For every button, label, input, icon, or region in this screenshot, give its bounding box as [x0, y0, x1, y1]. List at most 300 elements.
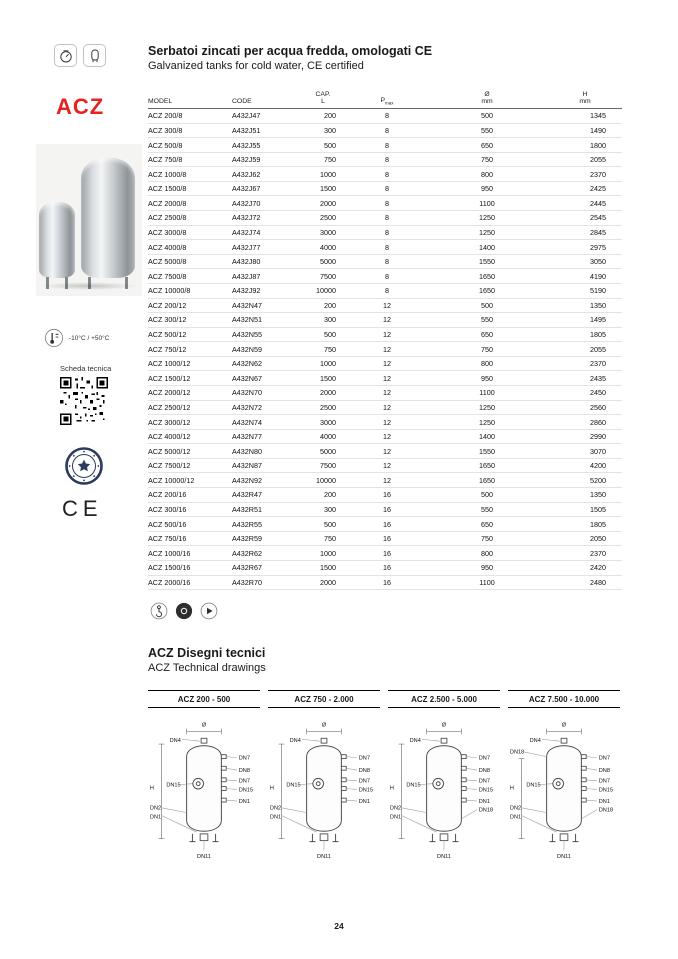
table-cell: ACZ 750/8 — [148, 152, 232, 167]
table-row — [148, 283, 622, 298]
qr-code — [60, 377, 108, 425]
table-cell: 2370 — [548, 546, 622, 561]
certification-stamp-icon — [64, 446, 104, 486]
table-cell: ACZ 500/12 — [148, 327, 232, 342]
table-cell: A432J72 — [232, 211, 298, 226]
column-header-diameter — [426, 90, 548, 109]
table-cell: 1000 — [298, 167, 348, 182]
tank-drawing — [508, 712, 620, 865]
table-cell: ACZ 3000/8 — [148, 225, 232, 240]
table-cell: 800 — [426, 167, 548, 182]
table-row — [148, 444, 622, 459]
table-row — [148, 415, 622, 430]
column-header-d-line2: mm — [481, 98, 493, 105]
column-header-cap-line1: CAP. — [315, 91, 331, 98]
table-row — [148, 385, 622, 400]
dimension-label: DN1 — [389, 814, 402, 821]
table-cell: 2370 — [548, 167, 622, 182]
pressure-gauge-icon — [54, 44, 77, 67]
table-row — [148, 313, 622, 328]
table-row — [148, 488, 622, 503]
table-cell: 1250 — [426, 415, 548, 430]
table-cell: ACZ 2500/12 — [148, 400, 232, 415]
dimension-label: DN7 — [598, 778, 610, 785]
dimension-label: DN15 — [406, 782, 421, 789]
table-row — [148, 546, 622, 561]
technical-drawing-panel — [508, 690, 620, 865]
table-row — [148, 371, 622, 386]
page-title: Serbatoi zincati per acqua fredda, omologati CE — [148, 44, 433, 58]
dimension-label: H — [509, 785, 514, 792]
table-row — [148, 473, 622, 488]
dimension-label: DN2 — [509, 805, 522, 812]
table-cell: 1000 — [298, 356, 348, 371]
column-header-p-sub: max — [385, 100, 394, 105]
dimension-label: DN8 — [238, 768, 250, 775]
drawings-section-subtitle: ACZ Technical drawings — [148, 662, 266, 675]
table-row — [148, 152, 622, 167]
table-cell: 2425 — [548, 181, 622, 196]
table-cell: 550 — [426, 502, 548, 517]
dimension-label: DN15 — [286, 782, 301, 789]
table-cell: A432R59 — [232, 531, 298, 546]
table-cell: 500 — [426, 298, 548, 313]
table-cell: 2055 — [548, 342, 622, 357]
table-cell: A432J70 — [232, 196, 298, 211]
table-cell: 200 — [298, 298, 348, 313]
table-cell: 8 — [348, 167, 426, 182]
thermometer-icon — [44, 328, 64, 348]
dimension-label: DN4 — [529, 738, 541, 745]
table-cell: 8 — [348, 254, 426, 269]
table-cell: A432N87 — [232, 458, 298, 473]
table-row — [148, 181, 622, 196]
table-cell: A432N62 — [232, 356, 298, 371]
table-cell: 1505 — [548, 502, 622, 517]
dimension-label: DN1 — [149, 814, 162, 821]
table-row — [148, 298, 622, 313]
dimension-label: H — [389, 785, 394, 792]
table-cell: A432N55 — [232, 327, 298, 342]
table-cell: 2545 — [548, 211, 622, 226]
sidebar — [36, 44, 142, 924]
table-row — [148, 211, 622, 226]
table-cell: 12 — [348, 400, 426, 415]
table-cell: 12 — [348, 356, 426, 371]
page-subtitle: Galvanized tanks for cold water, CE certified — [148, 60, 364, 72]
table-cell: ACZ 10000/8 — [148, 283, 232, 298]
table-cell: 2845 — [548, 225, 622, 240]
table-cell: A432N80 — [232, 444, 298, 459]
table-cell: A432N67 — [232, 371, 298, 386]
table-cell: 750 — [426, 152, 548, 167]
table-cell: 1805 — [548, 327, 622, 342]
temperature-range-label: -10°C / +50°C — [69, 334, 110, 342]
tank-drawing — [268, 712, 380, 865]
table-cell: 2000 — [298, 575, 348, 590]
table-row — [148, 342, 622, 357]
table-cell: 8 — [348, 109, 426, 124]
table-cell: 1495 — [548, 313, 622, 328]
table-cell: 2500 — [298, 400, 348, 415]
table-cell: 650 — [426, 517, 548, 532]
table-cell: 2500 — [298, 211, 348, 226]
dimension-label: DN7 — [358, 778, 370, 785]
dimension-label: DN15 — [358, 787, 374, 794]
table-cell: 800 — [426, 546, 548, 561]
column-header-d-line1: Ø — [484, 91, 490, 98]
table-cell: 1490 — [548, 123, 622, 138]
table-cell: 4190 — [548, 269, 622, 284]
table-cell: 500 — [426, 109, 548, 124]
table-cell: ACZ 1500/16 — [148, 560, 232, 575]
product-photo — [36, 144, 142, 296]
dimension-label: DN1 — [269, 814, 282, 821]
table-cell: 8 — [348, 152, 426, 167]
table-row — [148, 123, 622, 138]
table-cell: 16 — [348, 575, 426, 590]
table-cell: 16 — [348, 531, 426, 546]
table-cell: 200 — [298, 109, 348, 124]
table-cell: 2050 — [548, 531, 622, 546]
column-header-code: CODE — [232, 90, 298, 109]
table-cell: A432R67 — [232, 560, 298, 575]
table-cell: ACZ 2000/16 — [148, 575, 232, 590]
table-cell: A432N77 — [232, 429, 298, 444]
table-cell: 3000 — [298, 415, 348, 430]
product-series-title: ACZ — [56, 94, 105, 119]
table-cell: 1500 — [298, 181, 348, 196]
table-cell: 8 — [348, 211, 426, 226]
footer-icons-row — [150, 602, 622, 620]
drawing-title: ACZ 2.500 - 5.000 — [388, 690, 500, 708]
table-cell: 12 — [348, 313, 426, 328]
table-cell: ACZ 750/12 — [148, 342, 232, 357]
table-row — [148, 356, 622, 371]
table-cell: 10000 — [298, 473, 348, 488]
drawings-section-title: ACZ Disegni tecnici — [148, 646, 266, 661]
table-cell: ACZ 200/8 — [148, 109, 232, 124]
table-cell: 950 — [426, 181, 548, 196]
table-row — [148, 429, 622, 444]
table-cell: 3070 — [548, 444, 622, 459]
table-cell: 2975 — [548, 240, 622, 255]
table-cell: 12 — [348, 415, 426, 430]
table-cell: 1350 — [548, 298, 622, 313]
table-cell: 650 — [426, 138, 548, 153]
table-cell: ACZ 1000/12 — [148, 356, 232, 371]
table-cell: 2450 — [548, 385, 622, 400]
table-cell: 1250 — [426, 211, 548, 226]
dimension-label: DN15 — [238, 787, 254, 794]
column-header-model: MODEL — [148, 90, 232, 109]
dimension-label: DN7 — [358, 755, 370, 762]
dimension-label: DN18 — [598, 807, 614, 814]
table-cell: A432J55 — [232, 138, 298, 153]
table-cell: A432J77 — [232, 240, 298, 255]
table-cell: A432N47 — [232, 298, 298, 313]
table-cell: ACZ 10000/12 — [148, 473, 232, 488]
table-row — [148, 109, 622, 124]
table-cell: 16 — [348, 517, 426, 532]
table-cell: 1250 — [426, 400, 548, 415]
table-cell: 2860 — [548, 415, 622, 430]
table-cell: 1650 — [426, 269, 548, 284]
dimension-label: DN18 — [509, 749, 525, 756]
small-tank-image — [39, 202, 75, 278]
table-cell: ACZ 300/16 — [148, 502, 232, 517]
table-cell: 1100 — [426, 196, 548, 211]
table-cell: ACZ 7500/12 — [148, 458, 232, 473]
table-cell: 12 — [348, 327, 426, 342]
table-cell: ACZ 300/8 — [148, 123, 232, 138]
table-row — [148, 458, 622, 473]
table-cell: A432J51 — [232, 123, 298, 138]
table-cell: 500 — [426, 488, 548, 503]
table-cell: 1100 — [426, 385, 548, 400]
table-cell: A432J67 — [232, 181, 298, 196]
table-cell: 12 — [348, 473, 426, 488]
table-cell: 7500 — [298, 458, 348, 473]
dimension-label: DN11 — [197, 854, 211, 861]
table-cell: A432R55 — [232, 517, 298, 532]
table-cell: A432R47 — [232, 488, 298, 503]
table-cell: 1400 — [426, 240, 548, 255]
table-cell: 1500 — [298, 371, 348, 386]
table-cell: 3050 — [548, 254, 622, 269]
table-cell: A432N92 — [232, 473, 298, 488]
table-cell: 750 — [426, 531, 548, 546]
dimension-label: DN2 — [269, 805, 282, 812]
table-cell: ACZ 5000/8 — [148, 254, 232, 269]
table-cell: 950 — [426, 560, 548, 575]
table-cell: ACZ 4000/12 — [148, 429, 232, 444]
table-cell: ACZ 1500/8 — [148, 181, 232, 196]
table-cell: 1650 — [426, 283, 548, 298]
table-cell: 2990 — [548, 429, 622, 444]
table-cell: ACZ 2000/12 — [148, 385, 232, 400]
dimension-label: DN7 — [478, 755, 490, 762]
table-cell: ACZ 200/16 — [148, 488, 232, 503]
column-header-h-line1: H — [582, 91, 588, 98]
main-content — [148, 44, 622, 865]
table-cell: A432N59 — [232, 342, 298, 357]
table-cell: ACZ 2500/8 — [148, 211, 232, 226]
table-cell: 12 — [348, 342, 426, 357]
drawing-title: ACZ 200 - 500 — [148, 690, 260, 708]
table-cell: 750 — [426, 342, 548, 357]
table-cell: A432J62 — [232, 167, 298, 182]
column-header-p: P — [380, 96, 386, 104]
play-icon — [200, 602, 218, 620]
vertical-tank-icon — [83, 44, 106, 67]
table-cell: 500 — [298, 138, 348, 153]
technical-drawing-panel — [268, 690, 380, 865]
technical-drawing-panel — [148, 690, 260, 865]
table-cell: A432J47 — [232, 109, 298, 124]
table-cell: A432N72 — [232, 400, 298, 415]
table-cell: 5000 — [298, 254, 348, 269]
dimension-label: DN15 — [478, 787, 494, 794]
table-row — [148, 517, 622, 532]
table-cell: 750 — [298, 342, 348, 357]
dimension-label: H — [269, 785, 274, 792]
dimension-label: DN1 — [509, 814, 522, 821]
dimension-label: DN7 — [238, 755, 250, 762]
table-cell: 8 — [348, 240, 426, 255]
table-cell: ACZ 300/12 — [148, 313, 232, 328]
table-cell: A432R62 — [232, 546, 298, 561]
table-cell: A432N74 — [232, 415, 298, 430]
table-cell: 550 — [426, 123, 548, 138]
table-cell: 12 — [348, 385, 426, 400]
table-row — [148, 531, 622, 546]
table-cell: ACZ 500/16 — [148, 517, 232, 532]
column-header-capacity — [298, 90, 348, 109]
dimension-label: DN1 — [238, 799, 250, 806]
technical-drawings — [148, 690, 622, 865]
table-cell: 1650 — [426, 458, 548, 473]
dimension-label: DN7 — [478, 778, 490, 785]
dimension-label: DN7 — [238, 778, 250, 785]
table-cell: 7500 — [298, 269, 348, 284]
table-cell: 4000 — [298, 240, 348, 255]
table-cell: 5200 — [548, 473, 622, 488]
dimension-label: DN11 — [437, 854, 451, 861]
table-cell: ACZ 1000/16 — [148, 546, 232, 561]
table-row — [148, 575, 622, 590]
dimension-label: DN1 — [598, 799, 610, 806]
table-cell: 12 — [348, 298, 426, 313]
table-cell: A432J87 — [232, 269, 298, 284]
table-cell: 1550 — [426, 254, 548, 269]
table-cell: 800 — [426, 356, 548, 371]
table-cell: 4000 — [298, 429, 348, 444]
table-cell: 750 — [298, 531, 348, 546]
table-cell: ACZ 3000/12 — [148, 415, 232, 430]
table-cell: 8 — [348, 138, 426, 153]
table-cell: A432J92 — [232, 283, 298, 298]
table-cell: 5000 — [298, 444, 348, 459]
table-cell: 1650 — [426, 473, 548, 488]
table-cell: 1400 — [426, 429, 548, 444]
table-cell: A432R51 — [232, 502, 298, 517]
table-cell: ACZ 1500/12 — [148, 371, 232, 386]
table-cell: 3000 — [298, 225, 348, 240]
lifting-hook-icon — [150, 602, 168, 620]
table-cell: 16 — [348, 488, 426, 503]
tank-drawing — [148, 712, 260, 865]
table-cell: 8 — [348, 283, 426, 298]
table-cell: 2480 — [548, 575, 622, 590]
table-cell: A432N51 — [232, 313, 298, 328]
dimension-label: DN15 — [526, 782, 541, 789]
table-cell: 300 — [298, 123, 348, 138]
table-cell: 2000 — [298, 196, 348, 211]
table-cell: 8 — [348, 269, 426, 284]
dimension-label: DN11 — [557, 854, 571, 861]
table-body — [148, 109, 622, 590]
table-cell: 1345 — [548, 109, 622, 124]
table-cell: 12 — [348, 429, 426, 444]
table-cell: 2420 — [548, 560, 622, 575]
table-row — [148, 502, 622, 517]
technical-drawing-panel — [388, 690, 500, 865]
table-cell: 1250 — [426, 225, 548, 240]
table-cell: 12 — [348, 458, 426, 473]
table-cell: 8 — [348, 181, 426, 196]
table-cell: ACZ 2000/8 — [148, 196, 232, 211]
table-row — [148, 400, 622, 415]
table-cell: ACZ 750/16 — [148, 531, 232, 546]
table-cell: 12 — [348, 444, 426, 459]
dimension-label: DN4 — [169, 738, 181, 745]
table-cell: 1800 — [548, 138, 622, 153]
table-cell: 1000 — [298, 546, 348, 561]
table-cell: 16 — [348, 502, 426, 517]
table-cell: 300 — [298, 502, 348, 517]
column-header-cap-line2: L — [321, 98, 325, 105]
dimension-label: Ø — [441, 722, 447, 729]
table-cell: 300 — [298, 313, 348, 328]
table-row — [148, 240, 622, 255]
feature-icon-tiles — [54, 44, 106, 67]
table-cell: 2000 — [298, 385, 348, 400]
table-cell: 550 — [426, 313, 548, 328]
table-cell: 5190 — [548, 283, 622, 298]
dimension-label: Ø — [561, 722, 567, 729]
datasheet-label: Scheda tecnica — [60, 364, 112, 373]
table-cell: 16 — [348, 546, 426, 561]
table-row — [148, 254, 622, 269]
table-cell: ACZ 5000/12 — [148, 444, 232, 459]
dimension-label: Ø — [321, 722, 327, 729]
column-header-h-line2: mm — [579, 98, 591, 105]
table-row — [148, 269, 622, 284]
dimension-label: DN2 — [149, 805, 162, 812]
table-cell: ACZ 1000/8 — [148, 167, 232, 182]
dimension-label: DN8 — [478, 768, 490, 775]
dimension-label: DN2 — [389, 805, 402, 812]
dimension-label: DN1 — [358, 799, 370, 806]
table-cell: 650 — [426, 327, 548, 342]
column-header-height — [548, 90, 622, 109]
table-cell: A432J59 — [232, 152, 298, 167]
column-header-pressure — [348, 90, 426, 109]
table-cell: 1500 — [298, 560, 348, 575]
table-row — [148, 560, 622, 575]
table-cell: 2055 — [548, 152, 622, 167]
table-cell: 8 — [348, 123, 426, 138]
table-cell: 500 — [298, 327, 348, 342]
dimension-label: DN7 — [598, 755, 610, 762]
product-table — [148, 90, 622, 590]
tank-drawing — [388, 712, 500, 865]
table-cell: A432N70 — [232, 385, 298, 400]
table-row — [148, 327, 622, 342]
dimension-label: DN15 — [598, 787, 614, 794]
table-cell: A432J80 — [232, 254, 298, 269]
table-cell: 1350 — [548, 488, 622, 503]
dimension-label: DN11 — [317, 854, 331, 861]
dimension-label: DN18 — [478, 807, 494, 814]
table-cell: 2560 — [548, 400, 622, 415]
table-cell: 950 — [426, 371, 548, 386]
large-tank-image — [81, 158, 135, 278]
table-cell: 8 — [348, 196, 426, 211]
table-cell: A432J74 — [232, 225, 298, 240]
table-row — [148, 196, 622, 211]
